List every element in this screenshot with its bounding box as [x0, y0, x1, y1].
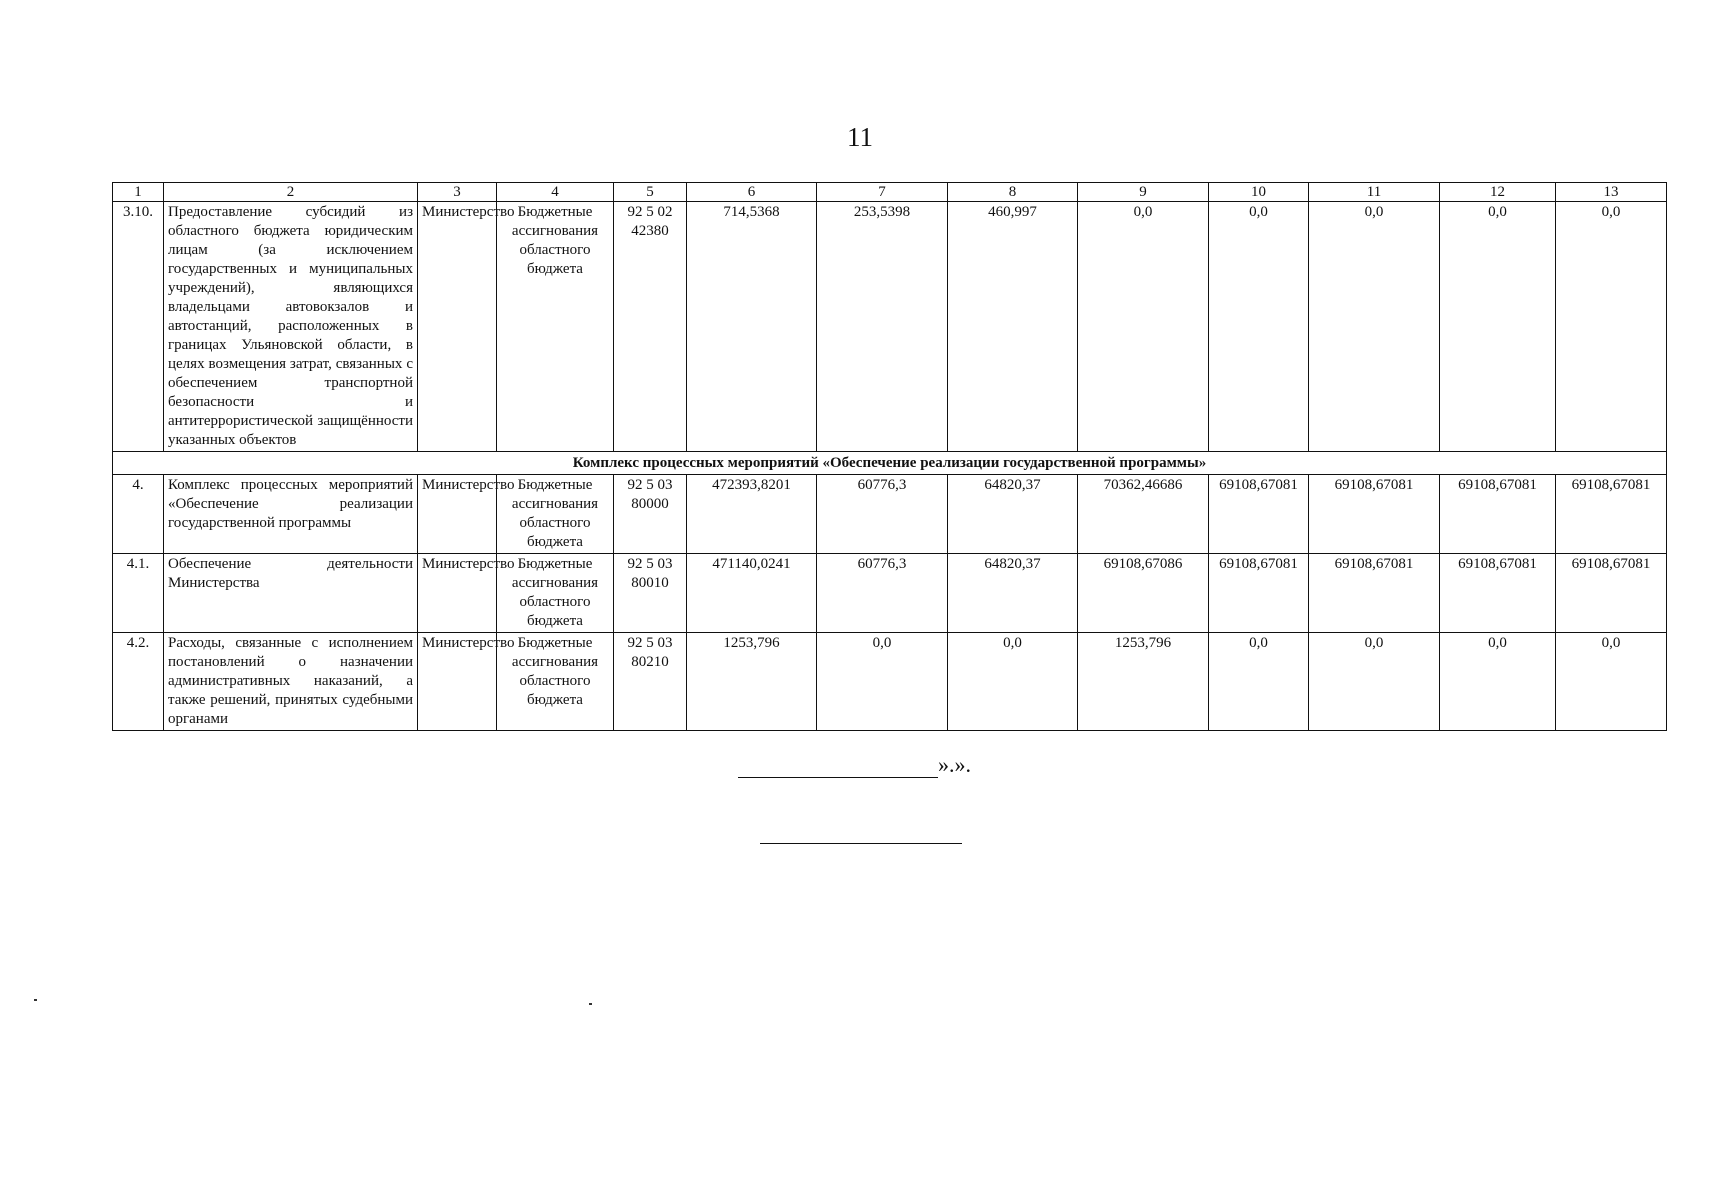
column-number: 12 [1440, 183, 1556, 202]
row-value: 69108,67081 [1440, 554, 1556, 633]
row-value: 0,0 [1078, 202, 1209, 452]
column-number: 7 [817, 183, 948, 202]
bottom-rule [760, 843, 962, 844]
row-value: 70362,46686 [1078, 475, 1209, 554]
closing-underline [738, 755, 938, 778]
row-code: 92 5 03 80000 [614, 475, 687, 554]
row-value: 69108,67081 [1209, 554, 1309, 633]
row-value: 472393,8201 [687, 475, 817, 554]
row-value: 64820,37 [948, 475, 1078, 554]
row-executor: Министерство [418, 633, 497, 731]
row-value: 0,0 [817, 633, 948, 731]
row-value: 60776,3 [817, 475, 948, 554]
row-code: 92 5 02 42380 [614, 202, 687, 452]
column-number: 8 [948, 183, 1078, 202]
closing-mark [738, 752, 971, 778]
budget-table [112, 182, 1667, 731]
row-executor: Министерство [418, 554, 497, 633]
scan-speck [589, 1003, 592, 1005]
row-value: 0,0 [948, 633, 1078, 731]
table-row [113, 633, 1667, 731]
column-number: 5 [614, 183, 687, 202]
row-value: 69108,67081 [1209, 475, 1309, 554]
section-row [113, 452, 1667, 475]
row-value: 0,0 [1309, 633, 1440, 731]
column-number-row [113, 183, 1667, 202]
section-title: Комплекс процессных мероприятий «Обеспечение реализации государственной программы» [113, 452, 1667, 475]
row-value: 253,5398 [817, 202, 948, 452]
row-value: 64820,37 [948, 554, 1078, 633]
row-value: 69108,67081 [1440, 475, 1556, 554]
row-value: 69108,67081 [1309, 475, 1440, 554]
row-value: 0,0 [1209, 633, 1309, 731]
row-value: 0,0 [1309, 202, 1440, 452]
row-value: 0,0 [1440, 202, 1556, 452]
table-row [113, 554, 1667, 633]
row-source: Бюджетные ассигнования областного бюджета [497, 202, 614, 452]
column-number: 13 [1556, 183, 1667, 202]
row-code: 92 5 03 80210 [614, 633, 687, 731]
table-row [113, 475, 1667, 554]
row-value: 0,0 [1556, 202, 1667, 452]
row-code: 92 5 03 80010 [614, 554, 687, 633]
closing-quotes: ».». [938, 752, 971, 777]
row-executor: Министерство [418, 202, 497, 452]
row-source: Бюджетные ассигнования областного бюджета [497, 554, 614, 633]
column-number: 10 [1209, 183, 1309, 202]
row-source: Бюджетные ассигнования областного бюджета [497, 633, 614, 731]
column-number: 9 [1078, 183, 1209, 202]
column-number: 6 [687, 183, 817, 202]
row-number: 4.1. [113, 554, 164, 633]
row-value: 69108,67086 [1078, 554, 1209, 633]
page-number: 11 [847, 122, 873, 152]
row-value: 69108,67081 [1556, 475, 1667, 554]
scan-speck [34, 999, 37, 1001]
row-value: 0,0 [1440, 633, 1556, 731]
row-value: 1253,796 [1078, 633, 1209, 731]
row-number: 3.10. [113, 202, 164, 452]
row-value: 69108,67081 [1309, 554, 1440, 633]
column-number: 4 [497, 183, 614, 202]
table-row [113, 202, 1667, 452]
row-source: Бюджетные ассигнования областного бюджета [497, 475, 614, 554]
column-number: 3 [418, 183, 497, 202]
row-value: 0,0 [1209, 202, 1309, 452]
row-value: 714,5368 [687, 202, 817, 452]
row-name: Комплекс процессных мероприятий «Обеспечение реализации государственной программы [164, 475, 418, 554]
row-value: 471140,0241 [687, 554, 817, 633]
column-number: 2 [164, 183, 418, 202]
row-number: 4. [113, 475, 164, 554]
row-value: 69108,67081 [1556, 554, 1667, 633]
column-number: 1 [113, 183, 164, 202]
row-name: Обеспечение деятельности Министерства [164, 554, 418, 633]
row-name: Расходы, связанные с исполнением постановлений о назначении административных наказаний, а также решений, принятых судебными органами [164, 633, 418, 731]
row-executor: Министерство [418, 475, 497, 554]
row-number: 4.2. [113, 633, 164, 731]
row-name: Предоставление субсидий из областного бюджета юридическим лицам (за исключением государственных и муниципальных учреждений), являющихся владельцами автовокзалов и автостанций, расположенных в границах Ульяновской области, в целях возмещения затрат, связанных с обеспечением транспортной безопасности и антитеррористической защищённости указанных объектов [164, 202, 418, 452]
row-value: 1253,796 [687, 633, 817, 731]
column-number: 11 [1309, 183, 1440, 202]
row-value: 60776,3 [817, 554, 948, 633]
row-value: 460,997 [948, 202, 1078, 452]
row-value: 0,0 [1556, 633, 1667, 731]
